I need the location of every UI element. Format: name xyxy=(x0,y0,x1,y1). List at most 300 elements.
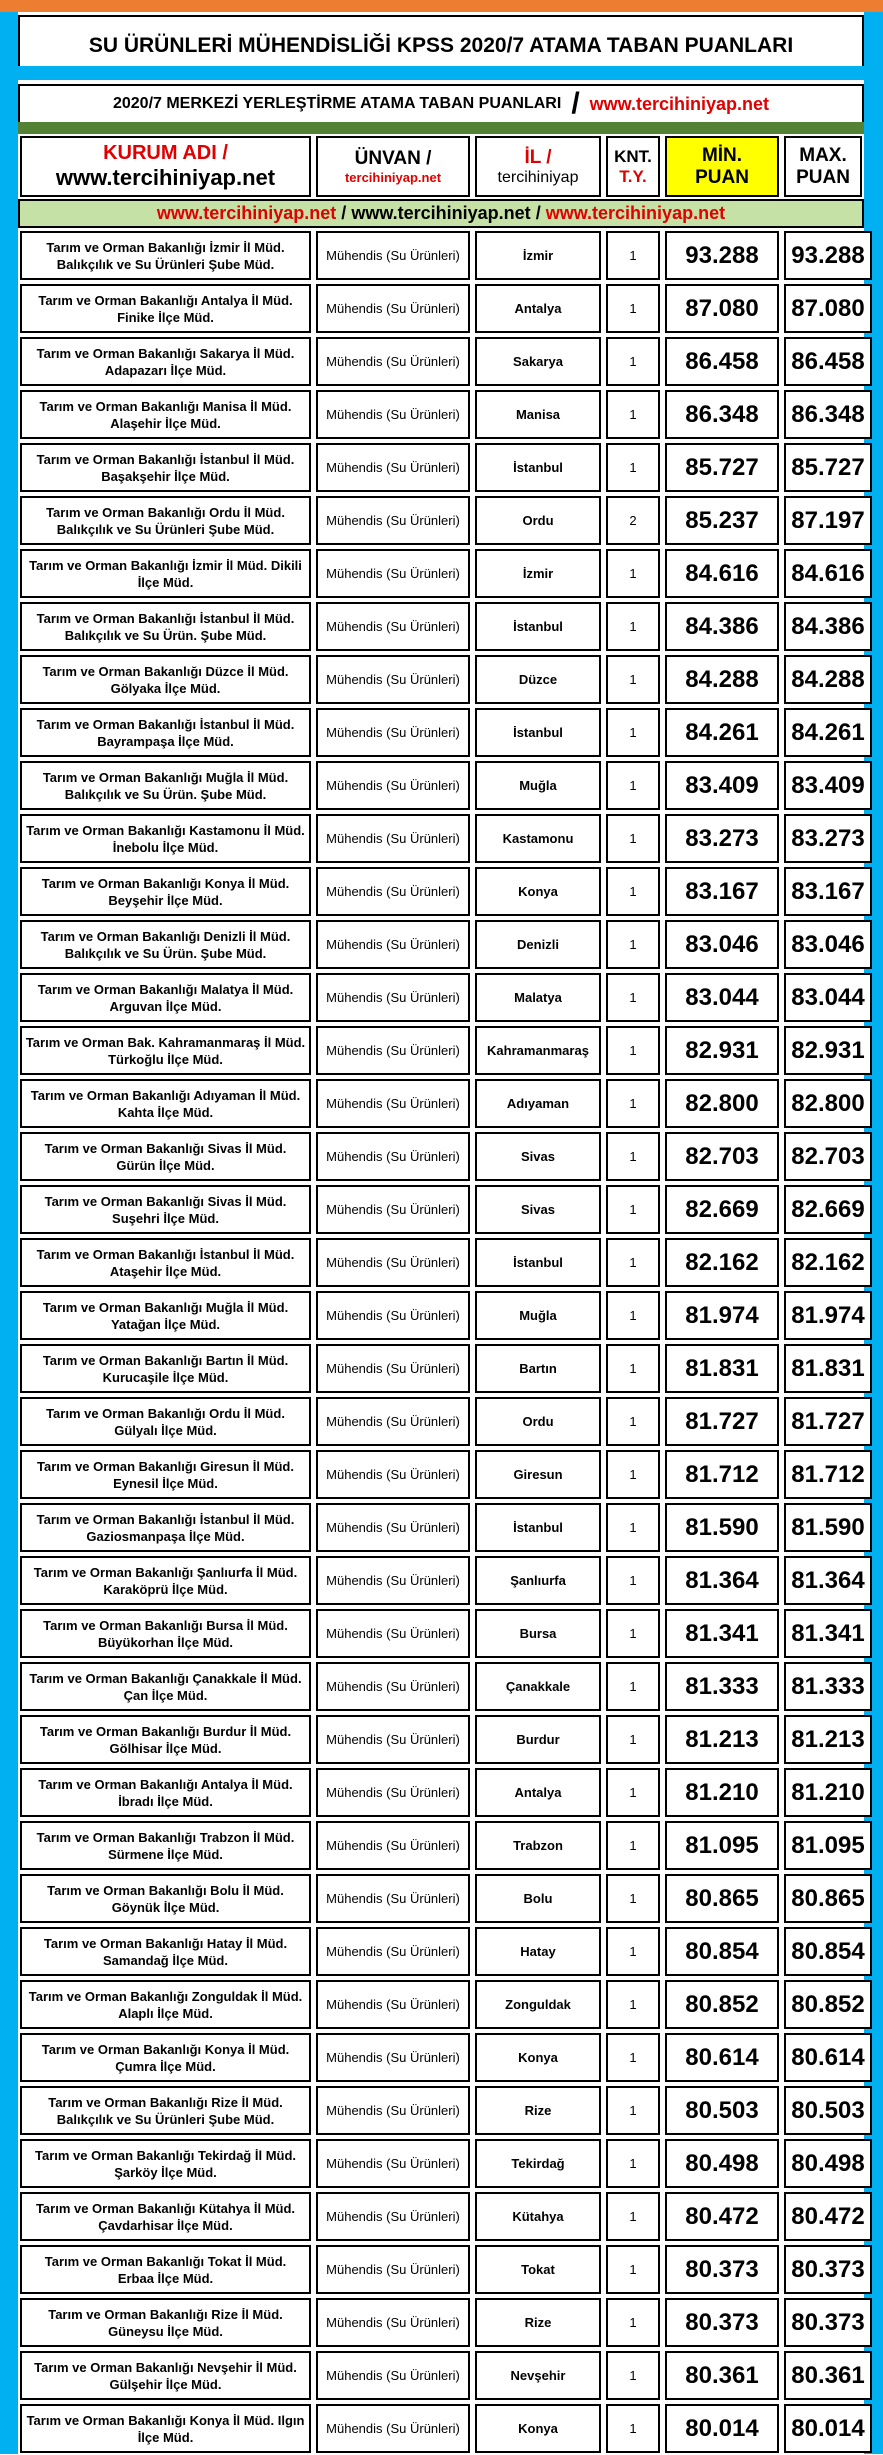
min-score-cell: 85.727 xyxy=(665,443,779,492)
header-kt xyxy=(606,136,660,197)
min-score-cell: 83.167 xyxy=(665,867,779,916)
header-il xyxy=(475,136,601,197)
table-row xyxy=(18,1289,864,1342)
title-cell: Mühendis (Su Ürünleri) xyxy=(316,1238,470,1287)
min-score-cell: 81.333 xyxy=(665,1662,779,1711)
site-strip xyxy=(18,199,864,228)
province-cell: Zonguldak xyxy=(475,1980,601,2029)
title-cell: Mühendis (Su Ürünleri) xyxy=(316,1450,470,1499)
institution-cell: Tarım ve Orman Bakanlığı Konya İl Müd. Çumra İlçe Müd. xyxy=(20,2033,311,2082)
quota-cell: 1 xyxy=(606,1556,660,1605)
quota-cell: 1 xyxy=(606,1662,660,1711)
title-cell: Mühendis (Su Ürünleri) xyxy=(316,1821,470,1870)
institution-cell: Tarım ve Orman Bakanlığı Çanakkale İl Müd. Çan İlçe Müd. xyxy=(20,1662,311,1711)
title-cell: Mühendis (Su Ürünleri) xyxy=(316,1132,470,1181)
min-score-cell: 80.014 xyxy=(665,2404,779,2453)
quota-cell: 1 xyxy=(606,1503,660,1552)
quota-cell: 1 xyxy=(606,1079,660,1128)
province-cell: Sakarya xyxy=(475,337,601,386)
max-score-cell: 80.865 xyxy=(784,1874,872,1923)
province-cell: Konya xyxy=(475,2033,601,2082)
min-score-cell: 82.800 xyxy=(665,1079,779,1128)
title-cell: Mühendis (Su Ürünleri) xyxy=(316,443,470,492)
table-row xyxy=(18,388,864,441)
max-score-cell: 86.458 xyxy=(784,337,872,386)
max-score-cell: 81.590 xyxy=(784,1503,872,1552)
table-row xyxy=(18,1130,864,1183)
institution-cell: Tarım ve Orman Bakanlığı Hatay İl Müd. Samandağ İlçe Müd. xyxy=(20,1927,311,1976)
orange-band xyxy=(0,0,883,12)
institution-cell: Tarım ve Orman Bakanlığı Tekirdağ İl Müd. Şarköy İlçe Müd. xyxy=(20,2139,311,2188)
title-cell: Mühendis (Su Ürünleri) xyxy=(316,390,470,439)
table-row xyxy=(18,1978,864,2031)
table-row xyxy=(18,812,864,865)
table-row xyxy=(18,1554,864,1607)
province-cell: Kütahya xyxy=(475,2192,601,2241)
institution-cell: Tarım ve Orman Bakanlığı Nevşehir İl Müd. Gülşehir İlçe Müd. xyxy=(20,2351,311,2400)
institution-cell: Tarım ve Orman Bakanlığı İzmir İl Müd. Dikili İlçe Müd. xyxy=(20,549,311,598)
institution-cell: Tarım ve Orman Bakanlığı İstanbul İl Müd. Başakşehir İlçe Müd. xyxy=(20,443,311,492)
table-row xyxy=(18,1766,864,1819)
strip-sep-2: / xyxy=(530,203,546,223)
strip-site-3[interactable]: www.tercihiniyap.net xyxy=(545,203,726,223)
max-score-cell: 81.831 xyxy=(784,1344,872,1393)
province-cell: Denizli xyxy=(475,920,601,969)
province-cell: Ordu xyxy=(475,1397,601,1446)
strip-site-1[interactable]: www.tercihiniyap.net xyxy=(156,203,337,223)
min-score-cell: 81.095 xyxy=(665,1821,779,1870)
province-cell: Tekirdağ xyxy=(475,2139,601,2188)
max-score-cell: 84.288 xyxy=(784,655,872,704)
province-cell: Trabzon xyxy=(475,1821,601,1870)
province-cell: Konya xyxy=(475,867,601,916)
max-score-cell: 80.852 xyxy=(784,1980,872,2029)
province-cell: Muğla xyxy=(475,761,601,810)
title-cell: Mühendis (Su Ürünleri) xyxy=(316,602,470,651)
table-row xyxy=(18,918,864,971)
min-score-cell: 80.373 xyxy=(665,2298,779,2347)
title-cell: Mühendis (Su Ürünleri) xyxy=(316,761,470,810)
title-cell: Mühendis (Su Ürünleri) xyxy=(316,284,470,333)
max-score-cell: 80.014 xyxy=(784,2404,872,2453)
quota-cell: 1 xyxy=(606,1609,660,1658)
province-cell: Antalya xyxy=(475,1768,601,1817)
title-cell: Mühendis (Su Ürünleri) xyxy=(316,1185,470,1234)
min-score-cell: 80.503 xyxy=(665,2086,779,2135)
table-row xyxy=(18,1342,864,1395)
max-score-cell: 87.197 xyxy=(784,496,872,545)
table-row xyxy=(18,759,864,812)
table-row xyxy=(18,865,864,918)
title-cell: Mühendis (Su Ürünleri) xyxy=(316,1079,470,1128)
quota-cell: 1 xyxy=(606,1715,660,1764)
title-cell: Mühendis (Su Ürünleri) xyxy=(316,1609,470,1658)
table-row xyxy=(18,2031,864,2084)
max-score-cell: 83.046 xyxy=(784,920,872,969)
max-score-cell: 81.727 xyxy=(784,1397,872,1446)
max-score-cell: 80.498 xyxy=(784,2139,872,2188)
quota-cell: 1 xyxy=(606,2298,660,2347)
max-score-cell: 84.261 xyxy=(784,708,872,757)
max-score-cell: 83.409 xyxy=(784,761,872,810)
min-score-cell: 83.044 xyxy=(665,973,779,1022)
province-cell: Sivas xyxy=(475,1132,601,1181)
min-score-cell: 81.831 xyxy=(665,1344,779,1393)
header-max-label-2: PUAN xyxy=(796,166,850,188)
quota-cell: 1 xyxy=(606,920,660,969)
title-cell: Mühendis (Su Ürünleri) xyxy=(316,1715,470,1764)
quota-cell: 1 xyxy=(606,1026,660,1075)
institution-cell: Tarım ve Orman Bakanlığı Konya İl Müd. Ilgın İlçe Müd. xyxy=(20,2404,311,2453)
province-cell: Muğla xyxy=(475,1291,601,1340)
quota-cell: 1 xyxy=(606,549,660,598)
title-cell: Mühendis (Su Ürünleri) xyxy=(316,1662,470,1711)
title-cell: Mühendis (Su Ürünleri) xyxy=(316,2033,470,2082)
institution-cell: Tarım ve Orman Bakanlığı İstanbul İl Müd. Bayrampaşa İlçe Müd. xyxy=(20,708,311,757)
institution-cell: Tarım ve Orman Bakanlığı Muğla İl Müd. Yatağan İlçe Müd. xyxy=(20,1291,311,1340)
table-row xyxy=(18,2243,864,2296)
title-cell: Mühendis (Su Ürünleri) xyxy=(316,920,470,969)
header-max xyxy=(784,136,862,197)
max-score-cell: 81.341 xyxy=(784,1609,872,1658)
subtitle xyxy=(18,84,864,124)
institution-cell: Tarım ve Orman Bakanlığı İstanbul İl Müd. Gaziosmanpaşa İlçe Müd. xyxy=(20,1503,311,1552)
max-score-cell: 80.854 xyxy=(784,1927,872,1976)
max-score-cell: 80.472 xyxy=(784,2192,872,2241)
title-cell: Mühendis (Su Ürünleri) xyxy=(316,1397,470,1446)
subtitle-site-link[interactable]: www.tercihiniyap.net xyxy=(589,93,770,114)
min-score-cell: 83.046 xyxy=(665,920,779,969)
institution-cell: Tarım ve Orman Bakanlığı Sivas İl Müd. Gürün İlçe Müd. xyxy=(20,1132,311,1181)
max-score-cell: 80.373 xyxy=(784,2245,872,2294)
min-score-cell: 80.361 xyxy=(665,2351,779,2400)
header-kurum xyxy=(20,136,311,197)
quota-cell: 1 xyxy=(606,2351,660,2400)
min-score-cell: 81.974 xyxy=(665,1291,779,1340)
table-row xyxy=(18,653,864,706)
province-cell: Bolu xyxy=(475,1874,601,1923)
institution-cell: Tarım ve Orman Bakanlığı Kastamonu İl Müd. İnebolu İlçe Müd. xyxy=(20,814,311,863)
title-cell: Mühendis (Su Ürünleri) xyxy=(316,1026,470,1075)
max-score-cell: 82.800 xyxy=(784,1079,872,1128)
quota-cell: 1 xyxy=(606,814,660,863)
table-row xyxy=(18,441,864,494)
institution-cell: Tarım ve Orman Bakanlığı Düzce İl Müd. Gölyaka İlçe Müd. xyxy=(20,655,311,704)
strip-site-2[interactable]: www.tercihiniyap.net xyxy=(351,203,531,223)
quota-cell: 1 xyxy=(606,284,660,333)
quota-cell: 1 xyxy=(606,1185,660,1234)
max-score-cell: 83.167 xyxy=(784,867,872,916)
max-score-cell: 86.348 xyxy=(784,390,872,439)
table-row xyxy=(18,1024,864,1077)
header-unvan xyxy=(316,136,470,197)
province-cell: Kastamonu xyxy=(475,814,601,863)
title-cell: Mühendis (Su Ürünleri) xyxy=(316,549,470,598)
max-score-cell: 81.210 xyxy=(784,1768,872,1817)
institution-cell: Tarım ve Orman Bakanlığı İstanbul İl Müd. Balıkçılık ve Su Ürün. Şube Müd. xyxy=(20,602,311,651)
header-max-label-1: MAX. xyxy=(799,144,847,166)
province-cell: Bursa xyxy=(475,1609,601,1658)
province-cell: Sivas xyxy=(475,1185,601,1234)
quota-cell: 1 xyxy=(606,1927,660,1976)
quota-cell: 1 xyxy=(606,443,660,492)
max-score-cell: 81.974 xyxy=(784,1291,872,1340)
max-score-cell: 81.213 xyxy=(784,1715,872,1764)
header-min-label-2: PUAN xyxy=(695,166,749,188)
table-row xyxy=(18,2137,864,2190)
quota-cell: 1 xyxy=(606,1291,660,1340)
header-unvan-site[interactable]: tercihiniyap.net xyxy=(344,170,442,185)
max-score-cell: 80.503 xyxy=(784,2086,872,2135)
table-row xyxy=(18,971,864,1024)
province-cell: Rize xyxy=(475,2298,601,2347)
header-min xyxy=(665,136,779,197)
quota-cell: 1 xyxy=(606,1821,660,1870)
institution-cell: Tarım ve Orman Bakanlığı Kütahya İl Müd. Çavdarhisar İlçe Müd. xyxy=(20,2192,311,2241)
province-cell: Nevşehir xyxy=(475,2351,601,2400)
institution-cell: Tarım ve Orman Bak. Kahramanmaraş İl Müd. Türkoğlu İlçe Müd. xyxy=(20,1026,311,1075)
title-cell: Mühendis (Su Ürünleri) xyxy=(316,973,470,1022)
max-score-cell: 82.931 xyxy=(784,1026,872,1075)
table-row xyxy=(18,1660,864,1713)
min-score-cell: 85.237 xyxy=(665,496,779,545)
quota-cell: 1 xyxy=(606,2192,660,2241)
min-score-cell: 82.931 xyxy=(665,1026,779,1075)
table-row xyxy=(18,229,864,282)
title-cell: Mühendis (Su Ürünleri) xyxy=(316,2139,470,2188)
header-kurum-site[interactable]: www.tercihiniyap.net xyxy=(55,165,276,190)
header-il-label: İL / xyxy=(524,146,552,168)
header-kt-label-1: KNT. xyxy=(614,146,652,166)
max-score-cell: 82.669 xyxy=(784,1185,872,1234)
quota-cell: 1 xyxy=(606,867,660,916)
max-score-cell: 83.273 xyxy=(784,814,872,863)
province-cell: Antalya xyxy=(475,284,601,333)
table-row xyxy=(18,1236,864,1289)
institution-cell: Tarım ve Orman Bakanlığı Trabzon İl Müd. Sürmene İlçe Müd. xyxy=(20,1821,311,1870)
quota-cell: 1 xyxy=(606,761,660,810)
min-score-cell: 84.386 xyxy=(665,602,779,651)
max-score-cell: 80.614 xyxy=(784,2033,872,2082)
min-score-cell: 83.409 xyxy=(665,761,779,810)
max-score-cell: 80.373 xyxy=(784,2298,872,2347)
institution-cell: Tarım ve Orman Bakanlığı Antalya İl Müd. İbradı İlçe Müd. xyxy=(20,1768,311,1817)
min-score-cell: 81.341 xyxy=(665,1609,779,1658)
quota-cell: 1 xyxy=(606,2404,660,2453)
quota-cell: 1 xyxy=(606,2086,660,2135)
header-min-label-1: MİN. xyxy=(701,144,743,166)
max-score-cell: 85.727 xyxy=(784,443,872,492)
institution-cell: Tarım ve Orman Bakanlığı Rize İl Müd. Güneysu İlçe Müd. xyxy=(20,2298,311,2347)
min-score-cell: 81.712 xyxy=(665,1450,779,1499)
max-score-cell: 83.044 xyxy=(784,973,872,1022)
table-row xyxy=(18,2349,864,2402)
max-score-cell: 81.095 xyxy=(784,1821,872,1870)
table-row xyxy=(18,1713,864,1766)
table-row xyxy=(18,2402,864,2455)
table-row xyxy=(18,600,864,653)
quota-cell: 1 xyxy=(606,1980,660,2029)
province-cell: Kahramanmaraş xyxy=(475,1026,601,1075)
quota-cell: 1 xyxy=(606,1344,660,1393)
province-cell: Konya xyxy=(475,2404,601,2453)
min-score-cell: 81.364 xyxy=(665,1556,779,1605)
header-kt-label-2: T.Y. xyxy=(619,166,647,186)
institution-cell: Tarım ve Orman Bakanlığı Adıyaman İl Müd. Kahta İlçe Müd. xyxy=(20,1079,311,1128)
province-cell: Bartın xyxy=(475,1344,601,1393)
province-cell: Düzce xyxy=(475,655,601,704)
title-cell: Mühendis (Su Ürünleri) xyxy=(316,337,470,386)
institution-cell: Tarım ve Orman Bakanlığı Bursa İl Müd. Büyükorhan İlçe Müd. xyxy=(20,1609,311,1658)
province-cell: İzmir xyxy=(475,231,601,280)
max-score-cell: 81.712 xyxy=(784,1450,872,1499)
title-cell: Mühendis (Su Ürünleri) xyxy=(316,1503,470,1552)
institution-cell: Tarım ve Orman Bakanlığı Bartın İl Müd. Kurucaşile İlçe Müd. xyxy=(20,1344,311,1393)
min-score-cell: 82.669 xyxy=(665,1185,779,1234)
province-cell: İstanbul xyxy=(475,708,601,757)
min-score-cell: 80.373 xyxy=(665,2245,779,2294)
title-cell: Mühendis (Su Ürünleri) xyxy=(316,1927,470,1976)
province-cell: Malatya xyxy=(475,973,601,1022)
quota-cell: 1 xyxy=(606,337,660,386)
min-score-cell: 84.616 xyxy=(665,549,779,598)
institution-cell: Tarım ve Orman Bakanlığı Denizli İl Müd. Balıkçılık ve Su Ürün. Şube Müd. xyxy=(20,920,311,969)
province-cell: Ordu xyxy=(475,496,601,545)
table-row xyxy=(18,1448,864,1501)
institution-cell: Tarım ve Orman Bakanlığı Zonguldak İl Müd. Alaplı İlçe Müd. xyxy=(20,1980,311,2029)
header-kurum-label: KURUM ADI / xyxy=(103,142,228,164)
max-score-cell: 93.288 xyxy=(784,231,872,280)
table-row xyxy=(18,335,864,388)
subtitle-text: 2020/7 MERKEZİ YERLEŞTİRME ATAMA TABAN PUANLARI xyxy=(112,95,562,112)
province-cell: İstanbul xyxy=(475,602,601,651)
max-score-cell: 82.162 xyxy=(784,1238,872,1287)
institution-cell: Tarım ve Orman Bakanlığı Sakarya İl Müd. Adapazarı İlçe Müd. xyxy=(20,337,311,386)
table-row xyxy=(18,1607,864,1660)
min-score-cell: 84.261 xyxy=(665,708,779,757)
institution-cell: Tarım ve Orman Bakanlığı Ordu İl Müd. Gülyalı İlçe Müd. xyxy=(20,1397,311,1446)
min-score-cell: 82.162 xyxy=(665,1238,779,1287)
green-rule xyxy=(18,122,864,134)
institution-cell: Tarım ve Orman Bakanlığı İstanbul İl Müd. Ataşehir İlçe Müd. xyxy=(20,1238,311,1287)
province-cell: İstanbul xyxy=(475,1503,601,1552)
institution-cell: Tarım ve Orman Bakanlığı Ordu İl Müd. Balıkçılık ve Su Ürünleri Şube Müd. xyxy=(20,496,311,545)
min-score-cell: 93.288 xyxy=(665,231,779,280)
table-row xyxy=(18,2084,864,2137)
province-cell: Şanlıurfa xyxy=(475,1556,601,1605)
max-score-cell: 81.333 xyxy=(784,1662,872,1711)
max-score-cell: 81.364 xyxy=(784,1556,872,1605)
quota-cell: 1 xyxy=(606,655,660,704)
subtitle-slash: / xyxy=(571,87,580,120)
table-row xyxy=(18,547,864,600)
min-score-cell: 81.210 xyxy=(665,1768,779,1817)
title-cell: Mühendis (Su Ürünleri) xyxy=(316,814,470,863)
province-cell: Adıyaman xyxy=(475,1079,601,1128)
title-cell: Mühendis (Su Ürünleri) xyxy=(316,1768,470,1817)
institution-cell: Tarım ve Orman Bakanlığı Rize İl Müd. Balıkçılık ve Su Ürünleri Şube Müd. xyxy=(20,2086,311,2135)
min-score-cell: 84.288 xyxy=(665,655,779,704)
institution-cell: Tarım ve Orman Bakanlığı Bolu İl Müd. Göynük İlçe Müd. xyxy=(20,1874,311,1923)
max-score-cell: 84.386 xyxy=(784,602,872,651)
institution-cell: Tarım ve Orman Bakanlığı Konya İl Müd. Beyşehir İlçe Müd. xyxy=(20,867,311,916)
quota-cell: 1 xyxy=(606,708,660,757)
title-cell: Mühendis (Su Ürünleri) xyxy=(316,2404,470,2453)
title-cell: Mühendis (Su Ürünleri) xyxy=(316,1980,470,2029)
quota-cell: 1 xyxy=(606,1238,660,1287)
institution-cell: Tarım ve Orman Bakanlığı Giresun İl Müd. Eynesil İlçe Müd. xyxy=(20,1450,311,1499)
institution-cell: Tarım ve Orman Bakanlığı Manisa İl Müd. Alaşehir İlçe Müd. xyxy=(20,390,311,439)
min-score-cell: 80.852 xyxy=(665,1980,779,2029)
quota-cell: 1 xyxy=(606,1874,660,1923)
min-score-cell: 83.273 xyxy=(665,814,779,863)
institution-cell: Tarım ve Orman Bakanlığı Şanlıurfa İl Müd. Karaköprü İlçe Müd. xyxy=(20,1556,311,1605)
title-cell: Mühendis (Su Ürünleri) xyxy=(316,496,470,545)
quota-cell: 1 xyxy=(606,231,660,280)
title-cell: Mühendis (Su Ürünleri) xyxy=(316,867,470,916)
title-cell: Mühendis (Su Ürünleri) xyxy=(316,2245,470,2294)
strip-sep-1: / xyxy=(336,203,352,223)
province-cell: İstanbul xyxy=(475,1238,601,1287)
min-score-cell: 86.458 xyxy=(665,337,779,386)
title-cell: Mühendis (Su Ürünleri) xyxy=(316,231,470,280)
table-row xyxy=(18,1395,864,1448)
max-score-cell: 82.703 xyxy=(784,1132,872,1181)
institution-cell: Tarım ve Orman Bakanlığı Muğla İl Müd. Balıkçılık ve Su Ürün. Şube Müd. xyxy=(20,761,311,810)
header-unvan-label: ÜNVAN / xyxy=(354,148,432,169)
quota-cell: 1 xyxy=(606,1768,660,1817)
table-row xyxy=(18,1819,864,1872)
min-score-cell: 80.498 xyxy=(665,2139,779,2188)
province-cell: Hatay xyxy=(475,1927,601,1976)
max-score-cell: 80.361 xyxy=(784,2351,872,2400)
province-cell: Çanakkale xyxy=(475,1662,601,1711)
min-score-cell: 82.703 xyxy=(665,1132,779,1181)
institution-cell: Tarım ve Orman Bakanlığı Malatya İl Müd. Arguvan İlçe Müd. xyxy=(20,973,311,1022)
province-cell: Tokat xyxy=(475,2245,601,2294)
header-il-site: tercihiniyap xyxy=(497,168,579,186)
quota-cell: 1 xyxy=(606,390,660,439)
institution-cell: Tarım ve Orman Bakanlığı Burdur İl Müd. Gölhisar İlçe Müd. xyxy=(20,1715,311,1764)
title-cell: Mühendis (Su Ürünleri) xyxy=(316,1874,470,1923)
max-score-cell: 87.080 xyxy=(784,284,872,333)
province-cell: Burdur xyxy=(475,1715,601,1764)
min-score-cell: 81.590 xyxy=(665,1503,779,1552)
table-row xyxy=(18,1501,864,1554)
quota-cell: 1 xyxy=(606,2245,660,2294)
min-score-cell: 86.348 xyxy=(665,390,779,439)
institution-cell: Tarım ve Orman Bakanlığı İzmir İl Müd. Balıkçılık ve Su Ürünleri Şube Müd. xyxy=(20,231,311,280)
province-cell: İzmir xyxy=(475,549,601,598)
title-cell: Mühendis (Su Ürünleri) xyxy=(316,2192,470,2241)
min-score-cell: 87.080 xyxy=(665,284,779,333)
title-cell: Mühendis (Su Ürünleri) xyxy=(316,2086,470,2135)
quota-cell: 1 xyxy=(606,602,660,651)
min-score-cell: 81.213 xyxy=(665,1715,779,1764)
table-row xyxy=(18,2190,864,2243)
institution-cell: Tarım ve Orman Bakanlığı Antalya İl Müd. Finike İlçe Müd. xyxy=(20,284,311,333)
max-score-cell: 84.616 xyxy=(784,549,872,598)
table-row xyxy=(18,1872,864,1925)
province-cell: Rize xyxy=(475,2086,601,2135)
title-cell: Mühendis (Su Ürünleri) xyxy=(316,655,470,704)
title-cell: Mühendis (Su Ürünleri) xyxy=(316,1556,470,1605)
table-row xyxy=(18,494,864,547)
province-cell: İstanbul xyxy=(475,443,601,492)
title-blue-rule xyxy=(18,66,864,80)
quota-cell: 1 xyxy=(606,1132,660,1181)
institution-cell: Tarım ve Orman Bakanlığı Sivas İl Müd. Suşehri İlçe Müd. xyxy=(20,1185,311,1234)
